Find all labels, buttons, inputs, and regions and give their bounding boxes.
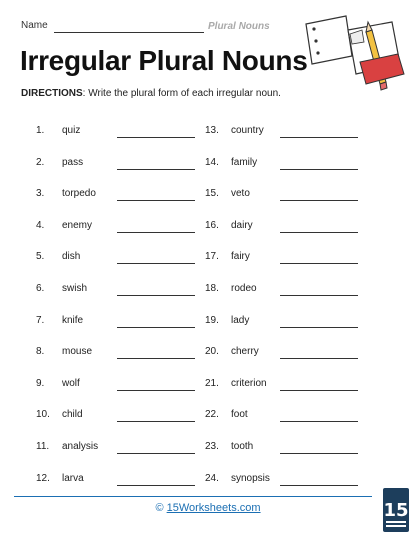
item-word: child: [62, 409, 83, 421]
item-number: 1.: [36, 125, 45, 136]
item-word: dish: [62, 251, 81, 263]
item-number: 7.: [36, 314, 45, 326]
item-word: pass: [62, 156, 84, 168]
list-item: [36, 315, 216, 331]
item-number: 5.: [36, 251, 45, 263]
list-item: [36, 220, 216, 236]
list-item: [36, 473, 216, 489]
logo-text: 15: [383, 500, 409, 521]
answer-line[interactable]: [280, 453, 358, 454]
list-item: [205, 441, 385, 457]
item-number: 10.: [36, 409, 50, 421]
item-word: torpedo: [62, 188, 96, 200]
list-item: [205, 125, 385, 141]
item-word: analysis: [62, 441, 99, 452]
item-word: quiz: [62, 125, 81, 136]
answer-line[interactable]: [280, 169, 358, 170]
answer-line[interactable]: [280, 421, 358, 422]
footer: [0, 502, 416, 514]
answer-line[interactable]: [280, 358, 358, 359]
item-word: tooth: [231, 441, 254, 452]
answer-line[interactable]: [117, 295, 195, 296]
list-item: [205, 283, 385, 299]
item-word: knife: [62, 314, 84, 326]
item-word: family: [231, 156, 258, 168]
subject-label: Plural Nouns: [208, 21, 270, 32]
list-item: [36, 283, 216, 299]
footer-divider: [14, 496, 372, 497]
copyright-symbol: ©: [155, 502, 164, 514]
item-number: 2.: [36, 156, 45, 168]
item-number: 23.: [205, 441, 219, 452]
item-word: larva: [62, 472, 84, 484]
answer-line[interactable]: [117, 169, 195, 170]
answer-line[interactable]: [280, 263, 358, 264]
item-word: enemy: [62, 219, 93, 231]
list-item: [205, 220, 385, 236]
item-number: 4.: [36, 219, 45, 231]
answer-line[interactable]: [117, 232, 195, 233]
directions-label: DIRECTIONS: [21, 88, 83, 99]
answer-line[interactable]: [280, 390, 358, 391]
item-number: 20.: [205, 346, 219, 358]
answer-line[interactable]: [280, 232, 358, 233]
list-item: [205, 346, 385, 362]
answer-line[interactable]: [117, 327, 195, 328]
item-word: lady: [231, 314, 250, 326]
item-number: 21.: [205, 377, 219, 389]
item-number: 16.: [205, 219, 219, 231]
list-item: [36, 157, 216, 173]
list-item: [36, 346, 216, 362]
answer-line[interactable]: [280, 485, 358, 486]
item-word: swish: [62, 283, 88, 294]
answer-line[interactable]: [117, 390, 195, 391]
answer-line[interactable]: [117, 485, 195, 486]
answer-line[interactable]: [117, 200, 195, 201]
item-number: 15.: [205, 188, 219, 200]
item-word: wolf: [62, 377, 80, 389]
list-item: [36, 188, 216, 204]
item-word: veto: [231, 188, 250, 200]
list-item: [205, 157, 385, 173]
list-item: [205, 251, 385, 267]
answer-line[interactable]: [280, 327, 358, 328]
item-number: 13.: [205, 125, 219, 136]
answer-line[interactable]: [117, 358, 195, 359]
item-number: 3.: [36, 188, 45, 200]
page-title: Irregular Plural Nouns: [20, 45, 308, 76]
answer-line[interactable]: [280, 295, 358, 296]
item-word: cherry: [231, 346, 259, 358]
item-number: 24.: [205, 472, 219, 484]
list-item: [36, 251, 216, 267]
answer-line[interactable]: [280, 200, 358, 201]
answer-line[interactable]: [117, 263, 195, 264]
item-word: mouse: [62, 346, 93, 358]
item-word: synopsis: [231, 472, 270, 484]
item-word: rodeo: [231, 283, 257, 294]
item-number: 14.: [205, 156, 219, 168]
item-number: 22.: [205, 409, 219, 421]
item-number: 11.: [36, 441, 50, 452]
item-number: 9.: [36, 377, 45, 389]
directions-text: : Write the plural form of each irregular noun.: [82, 88, 281, 99]
list-item: [36, 125, 216, 141]
site-link[interactable]: 15Worksheets.com: [166, 502, 261, 514]
list-item: [36, 378, 216, 394]
list-item: [205, 409, 385, 425]
list-item: [36, 441, 216, 457]
answer-line[interactable]: [117, 453, 195, 454]
item-number: 18.: [205, 283, 219, 294]
item-word: fairy: [231, 251, 250, 263]
list-item: [205, 473, 385, 489]
item-number: 8.: [36, 346, 45, 358]
item-word: dairy: [231, 219, 253, 231]
answer-line[interactable]: [280, 137, 358, 138]
item-number: 6.: [36, 283, 45, 294]
item-word: criterion: [231, 377, 267, 389]
list-item: [36, 409, 216, 425]
name-label: Name: [21, 20, 48, 31]
list-item: [205, 378, 385, 394]
answer-line[interactable]: [117, 421, 195, 422]
answer-line[interactable]: [117, 137, 195, 138]
item-word: foot: [231, 409, 248, 421]
15worksheets-logo-icon: [383, 488, 409, 532]
item-number: 12.: [36, 472, 50, 484]
item-number: 17.: [205, 251, 219, 263]
item-word: country: [231, 125, 264, 136]
list-item: [205, 188, 385, 204]
item-number: 19.: [205, 314, 219, 326]
list-item: [205, 315, 385, 331]
